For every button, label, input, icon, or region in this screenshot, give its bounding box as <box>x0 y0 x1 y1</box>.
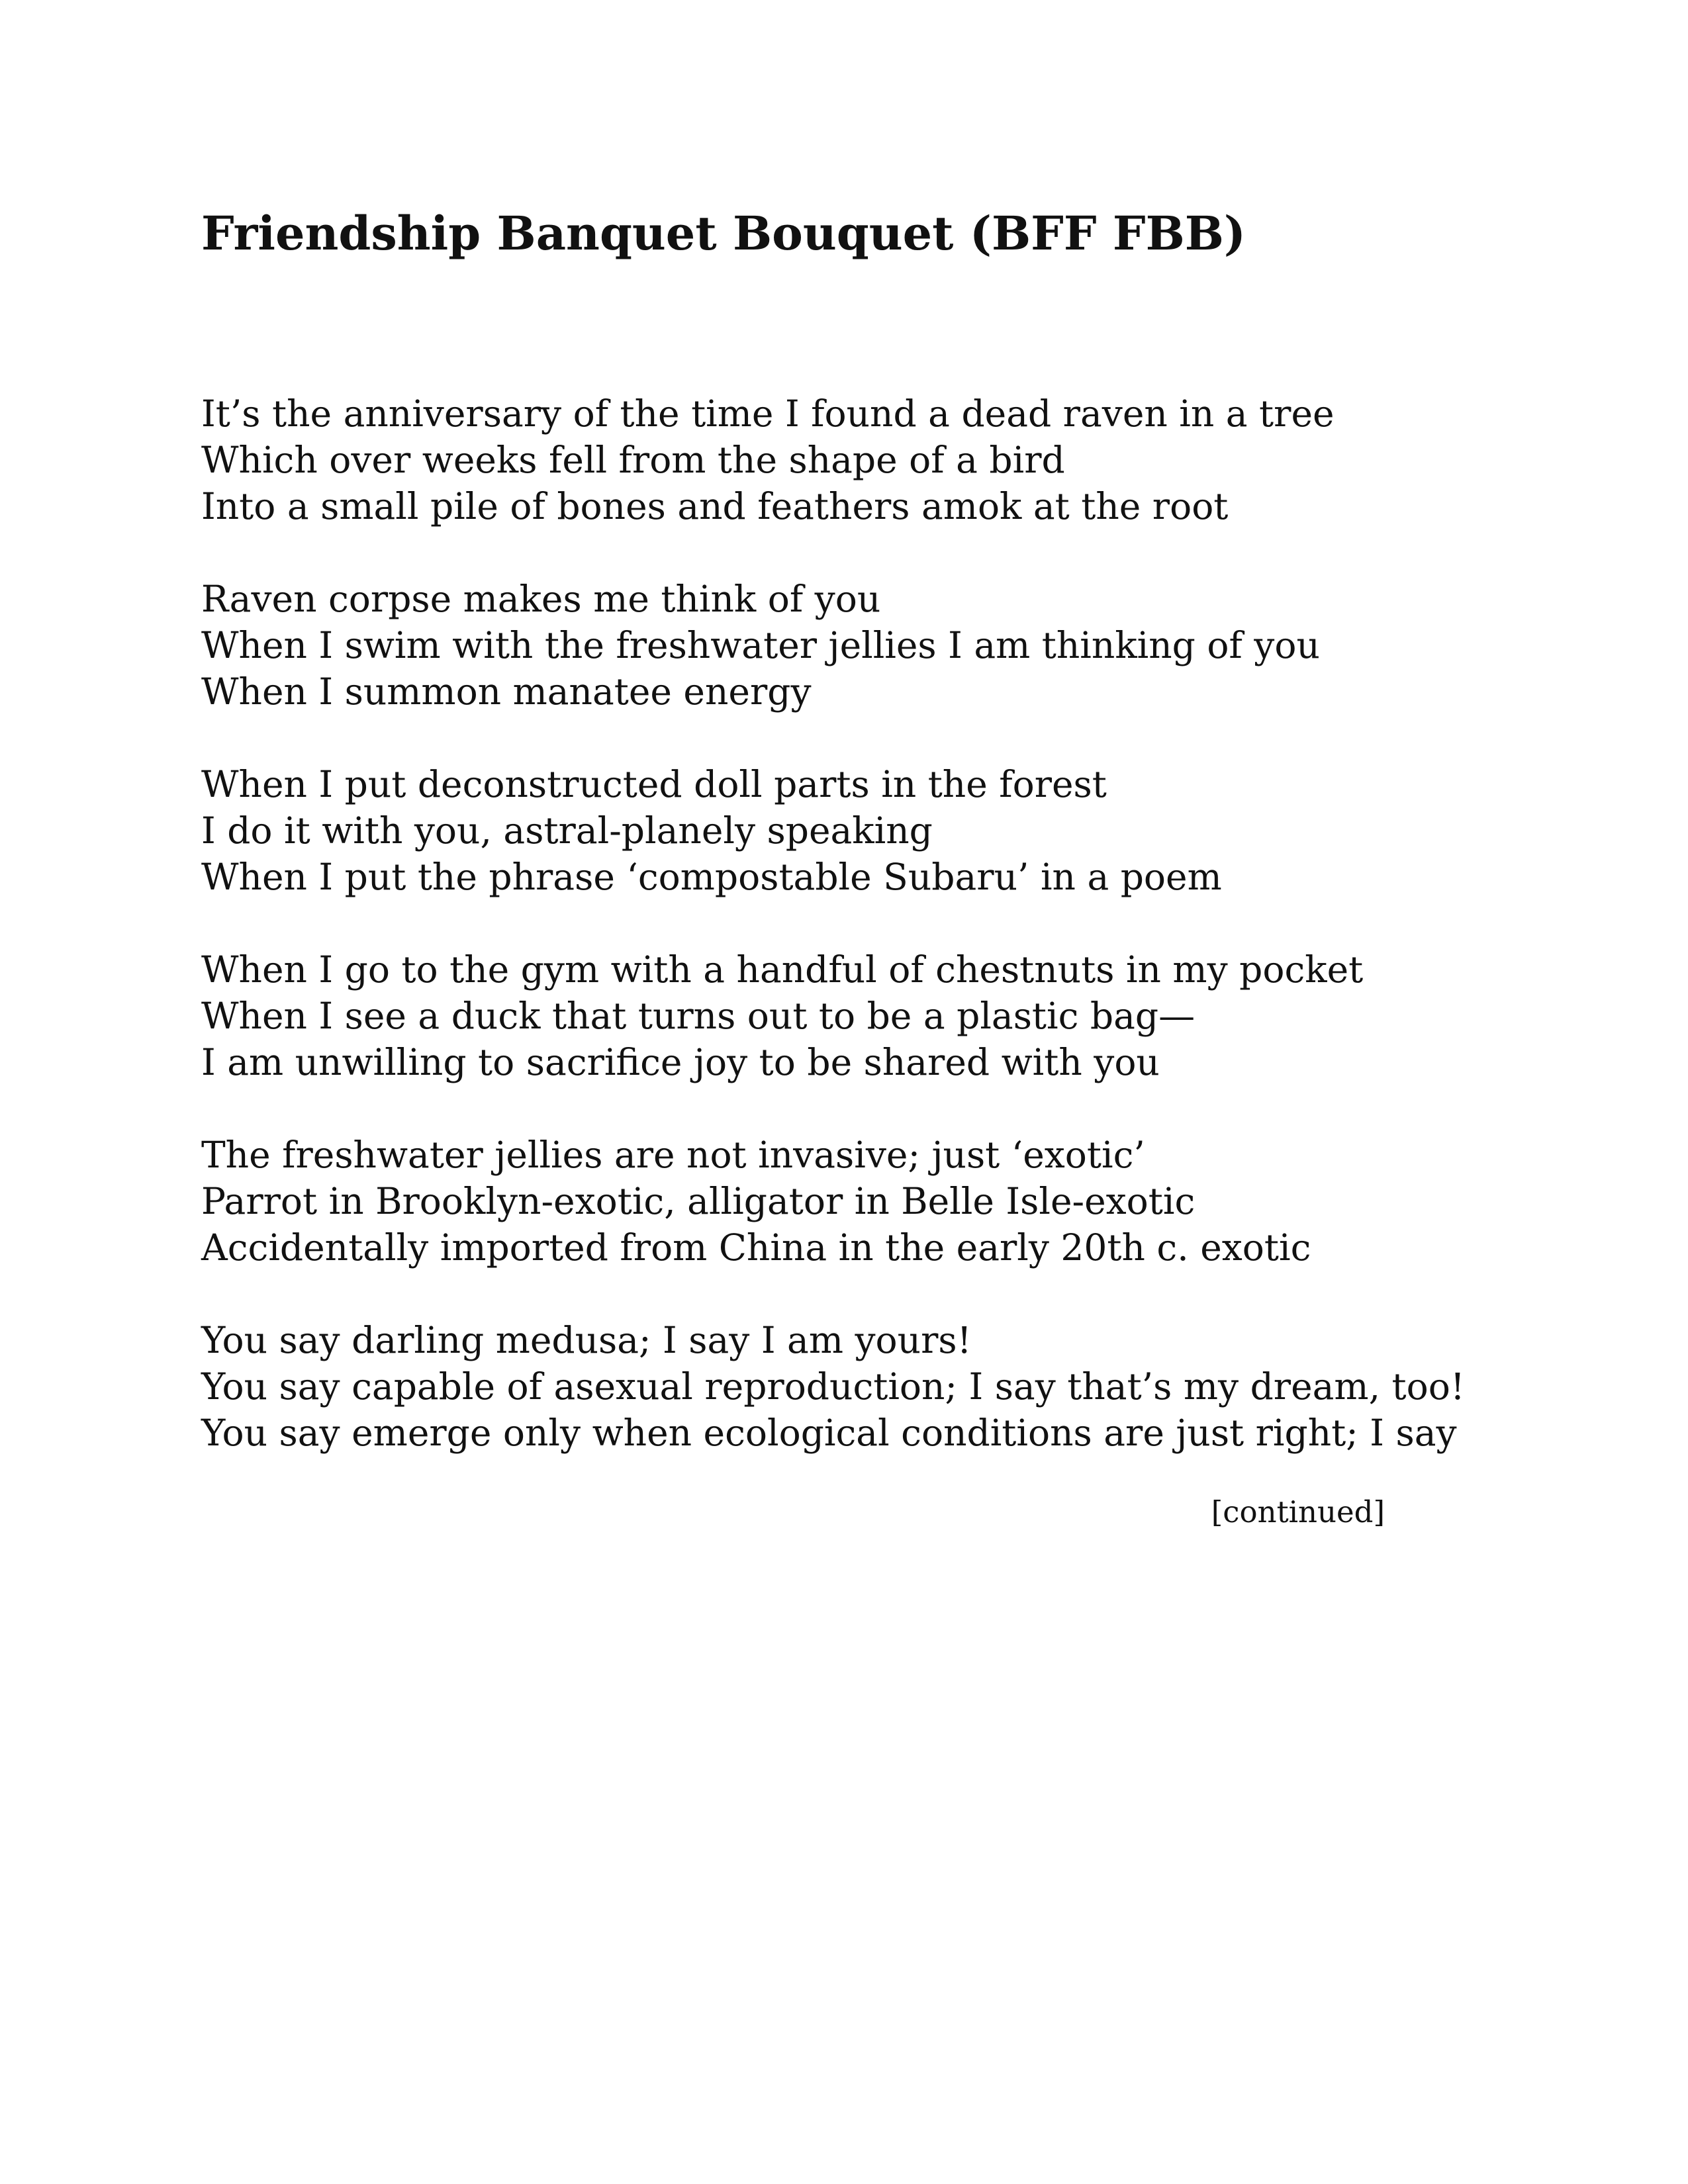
poem-line: Parrot in Brooklyn-exotic, alligator in Belle Isle-exotic <box>201 1180 1196 1222</box>
poem-line: When I go to the gym with a handful of chestnuts in my pocket <box>201 948 1364 991</box>
poem-line: When I put deconstructed doll parts in the forest <box>201 763 1107 805</box>
continued-note: [continued] <box>1211 1494 1385 1529</box>
stanza-6 <box>201 1317 1525 1456</box>
poem-line: Into a small pile of bones and feathers amok at the root <box>201 485 1229 527</box>
poem-line: You say emerge only when ecological conditions are just right; I say <box>201 1412 1457 1454</box>
poem-line: When I put the phrase ‘compostable Subaru’ in a poem <box>201 856 1222 898</box>
poem-line: The freshwater jellies are not invasive; just ‘exotic’ <box>201 1134 1145 1176</box>
poem-line: I do it with you, astral-planely speaking <box>201 809 933 852</box>
stanza-3 <box>201 761 1525 900</box>
poem-line: When I swim with the freshwater jellies I am thinking of you <box>201 624 1320 666</box>
poem-line: You say capable of asexual reproduction; I say that’s my dream, too! <box>201 1365 1465 1408</box>
poem-line: You say darling medusa; I say I am yours! <box>201 1319 972 1361</box>
stanza-5 <box>201 1132 1525 1271</box>
poem-line: I am unwilling to sacrifice joy to be shared with you <box>201 1041 1160 1083</box>
poem-line: It’s the anniversary of the time I found a dead raven in a tree <box>201 392 1335 435</box>
poem-line: Raven corpse makes me think of you <box>201 578 881 620</box>
poem-line: When I summon manatee energy <box>201 670 812 713</box>
poem-body <box>201 390 1525 1502</box>
poem-line: Which over weeks fell from the shape of a bird <box>201 439 1065 481</box>
stanza-4 <box>201 946 1525 1085</box>
stanza-1 <box>201 390 1525 529</box>
stanza-2 <box>201 576 1525 715</box>
poem-line: When I see a duck that turns out to be a plastic bag— <box>201 995 1196 1037</box>
poem-title: Friendship Banquet Bouquet (BFF FBB) <box>201 206 1246 261</box>
poem-line: Accidentally imported from China in the early 20th c. exotic <box>201 1226 1311 1269</box>
